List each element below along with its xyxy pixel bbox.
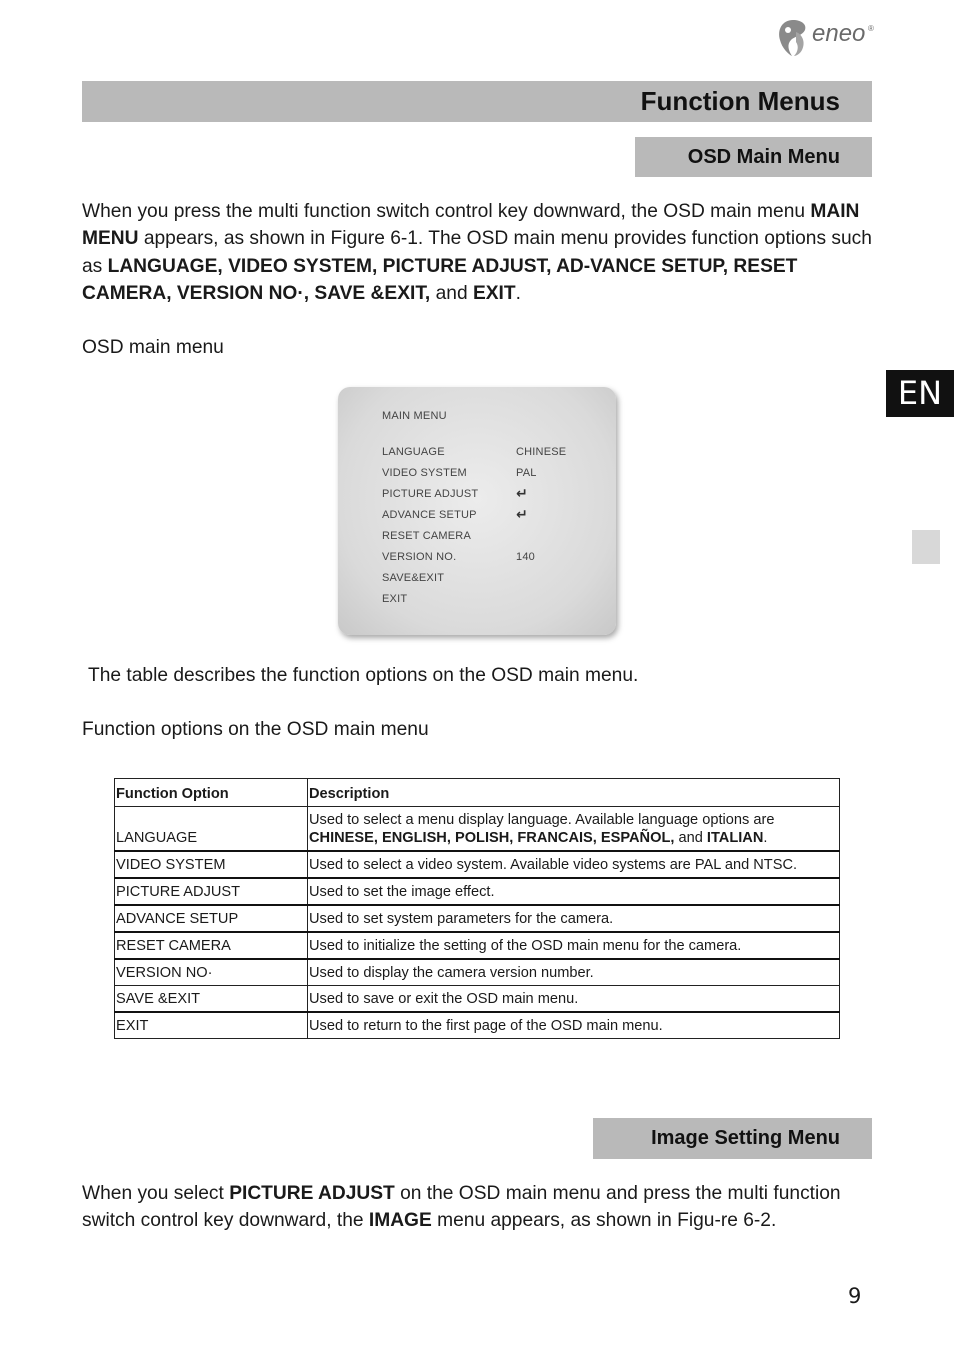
intro-paragraph (82, 198, 874, 307)
intro-bold-main-menu: MAIN MENU (82, 201, 860, 250)
osd-row (382, 530, 602, 548)
osd-row-value: PAL (516, 467, 537, 479)
eneo-swirl-icon (776, 18, 810, 58)
figure-label: OSD main menu (82, 337, 224, 358)
table-cell-description: Used to initialize the setting of the OSD main menu for the camera. (308, 932, 840, 959)
osd-row (382, 485, 602, 506)
table-cell-option: VIDEO SYSTEM (115, 851, 308, 878)
heading-osd-main-menu: OSD Main Menu (635, 137, 872, 177)
enter-arrow-icon: ↵ (516, 506, 528, 522)
table-header-cell: Function Option (115, 779, 308, 807)
table-row (115, 1012, 840, 1039)
image-text-2: on the OSD main menu and press the multi function switch control key downward, the (82, 1183, 841, 1232)
image-text-3: menu appears, as shown in Figu-re 6-2. (431, 1210, 777, 1232)
intro-text-2: appears, as shown in Figure 6-1. The OSD main menu provides function options such as (82, 228, 872, 277)
desc-bold-italian: ITALIAN (706, 830, 764, 846)
language-tab-en: EN (886, 370, 954, 417)
desc-text-and: and (674, 830, 707, 846)
table-cell-description: Used to save or exit the OSD main menu. (308, 986, 840, 1013)
table-cell-option: PICTURE ADJUST (115, 878, 308, 905)
table-row (115, 807, 840, 852)
table-cell-description (308, 807, 840, 852)
heading-image-setting-menu: Image Setting Menu (593, 1118, 872, 1159)
osd-row-label: VIDEO SYSTEM (382, 467, 467, 479)
table-row (115, 905, 840, 932)
table-row (115, 932, 840, 959)
table-row (115, 878, 840, 905)
table-cell-option: ADVANCE SETUP (115, 905, 308, 932)
table-row (115, 959, 840, 986)
intro-text-1: When you press the multi function switch control key downward, the OSD main menu (82, 201, 811, 222)
desc-text-end: . (763, 830, 768, 846)
function-options-table (114, 778, 840, 1039)
osd-row-label: RESET CAMERA (382, 530, 471, 542)
table-header-cell: Description (308, 779, 840, 807)
osd-row-value: CHINESE (516, 446, 567, 458)
side-marker (912, 530, 940, 564)
osd-row (382, 506, 602, 527)
osd-title: MAIN MENU (382, 410, 447, 422)
table-row (115, 986, 840, 1013)
enter-arrow-icon: ↵ (516, 485, 528, 501)
osd-row-label: LANGUAGE (382, 446, 445, 458)
osd-row-label: SAVE&EXIT (382, 572, 445, 584)
osd-row (382, 551, 602, 569)
table-cell-description: Used to display the camera version number. (308, 959, 840, 986)
page-number: 9 (848, 1284, 862, 1308)
osd-row (382, 572, 602, 590)
table-label: Function options on the OSD main menu (82, 719, 429, 740)
osd-main-menu-screenshot (338, 387, 616, 635)
intro-text-4: . (515, 282, 521, 304)
table-row (115, 851, 840, 878)
table-cell-description: Used to select a video system. Available video systems are PAL and NTSC. (308, 851, 840, 878)
table-cell-option: VERSION NO· (115, 959, 308, 986)
table-cell-description: Used to set system parameters for the camera. (308, 905, 840, 932)
registered-mark: ® (868, 24, 874, 33)
desc-text: Used to select a menu display language. Available language options are (309, 812, 775, 828)
table-intro: The table describes the function options on the OSD main menu. (88, 665, 639, 686)
osd-row-label: ADVANCE SETUP (382, 509, 477, 521)
intro-bold-options: LANGUAGE, VIDEO SYSTEM, PICTURE ADJUST, AD-VANCE SETUP, RESET CAMERA, VERSION NO·, SAVE &EXIT, (82, 255, 798, 304)
osd-row (382, 593, 602, 611)
table-cell-description: Used to return to the first page of the OSD main menu. (308, 1012, 840, 1039)
table-cell-option: EXIT (115, 1012, 308, 1039)
image-setting-paragraph (82, 1180, 874, 1235)
image-text-1: When you select (82, 1183, 230, 1204)
image-bold-picture-adjust: PICTURE ADJUST (229, 1183, 395, 1204)
intro-text-3: and (430, 282, 473, 304)
table-cell-option: LANGUAGE (115, 807, 308, 852)
osd-row (382, 446, 602, 464)
table-header-row (115, 779, 840, 807)
eneo-wordmark: eneo (812, 20, 866, 47)
eneo-logo (776, 16, 876, 58)
osd-row (382, 467, 602, 485)
osd-row-label: VERSION NO. (382, 551, 457, 563)
osd-row-label: PICTURE ADJUST (382, 488, 479, 500)
image-bold-image: IMAGE (368, 1210, 432, 1232)
intro-bold-exit: EXIT (472, 282, 516, 304)
osd-row-label: EXIT (382, 593, 408, 605)
table-cell-option: SAVE &EXIT (115, 986, 308, 1013)
heading-function-menus: Function Menus (82, 81, 872, 122)
desc-bold-languages: CHINESE, ENGLISH, POLISH, FRANCAIS, ESPAÑOL, (309, 830, 675, 846)
table-cell-option: RESET CAMERA (115, 932, 308, 959)
osd-row-value: 140 (516, 551, 535, 563)
table-cell-description: Used to set the image effect. (308, 878, 840, 905)
